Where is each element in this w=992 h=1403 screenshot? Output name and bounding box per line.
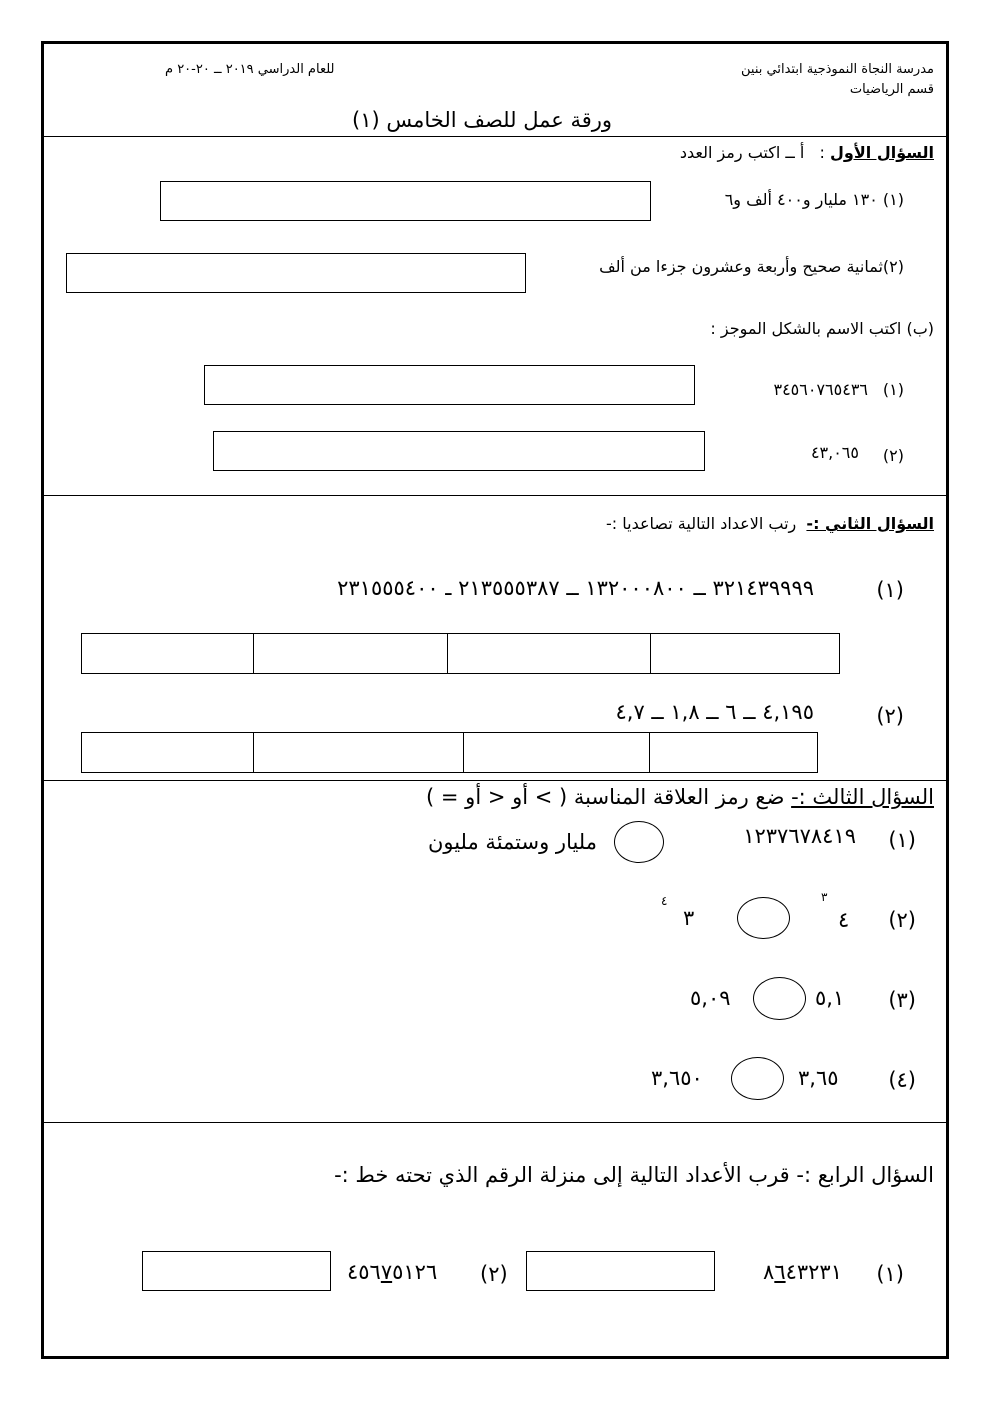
q3-instruction: ضع رمز العلاقة المناسبة ( > أو < أو = ) [426,785,785,809]
answer-cell[interactable] [82,634,253,673]
q1-separator: : [819,143,825,162]
q3-item-2-right: ٣ [683,906,695,930]
q3-item-2-right-exponent: ٤ [661,894,668,908]
q4-item-2-part-a: ٤٥٦ [347,1260,381,1284]
answer-cell[interactable] [463,733,649,772]
q1a-item-1: (١) ١٣٠ مليار و٤٠٠ ألف و٦ [724,190,904,209]
q1b-answer-box-2[interactable] [213,431,705,471]
q2-title [606,514,934,533]
q4-item-1-part-b: ٤٣٢٣١ [785,1260,842,1284]
answer-cell[interactable] [447,634,650,673]
q3-item-1-right: مليار وستمئة مليون [427,830,597,854]
q2-item-1-number: (١) [876,578,904,602]
q4-heading: السؤال الرابع :- [796,1163,934,1187]
divider [41,1122,949,1123]
q3-item-1-number: (١) [888,828,916,852]
school-year: للعام الدراسي ٢٠١٩ ــ ٢٠-٢٠ م [165,62,335,77]
q4-item-2-part-b: ٥١٢٦ [392,1260,438,1284]
department-name: قسم الرياضيات [849,82,934,97]
q3-item-4-left: ٣,٦٥ [798,1066,839,1090]
q3-item-1-left: ١٢٣٧٦٧٨٤١٩ [743,824,856,848]
q3-item-2-number: (٢) [888,908,916,932]
q4-item-2-value [347,1260,437,1284]
q4-instruction: قرب الأعداد التالية إلى منزلة الرقم الذي تحته خط :- [334,1163,790,1187]
answer-cell[interactable] [82,733,253,772]
q3-item-2-left: ٤ [838,908,850,932]
q3-relation-circle-1[interactable] [614,821,664,863]
q3-relation-circle-3[interactable] [753,977,806,1020]
q1-part-b: (ب) اكتب الاسم بالشكل الموجز : [710,319,934,338]
answer-cell[interactable] [650,634,839,673]
q3-title [426,785,934,809]
q4-answer-box-1[interactable] [526,1251,715,1291]
q1-part-a: أ ــ اكتب رمز العدد [679,143,805,162]
q2-instruction: رتب الاعداد التالية تصاعديا :- [605,514,797,533]
q3-item-3-number: (٣) [888,988,916,1012]
q4-title [334,1163,934,1187]
q2-heading: السؤال الثاني :- [806,514,934,533]
q1-title [680,143,934,162]
q3-relation-circle-4[interactable] [731,1057,784,1100]
q2-answer-row-2 [81,732,818,773]
school-name: مدرسة النجاة النموذجية ابتدائي بنين [741,62,934,77]
q4-item-1-value [763,1260,842,1284]
q3-item-3-right: ٥,٠٩ [690,986,731,1010]
q2-item-1-numbers: ٣٢١٤٣٩٩٩٩ ــ ١٣٢٠٠٠٨٠٠ ــ ٢١٣٥٥٥٣٨٧ ـ ٢٣١٥٥٥٤٠٠ [337,576,814,600]
q4-item-1-part-a: ٨ [763,1260,775,1284]
q1a-item-2: (٢)ثمانية صحيح وأربعة وعشرون جزءا من ألف [599,257,904,276]
q4-item-2-number: (٢) [480,1262,508,1286]
divider [41,136,949,137]
q1b-item-2-number: (٢) [882,446,904,465]
divider [41,495,949,496]
answer-cell[interactable] [253,733,463,772]
page-title: ورقة عمل للصف الخامس (١) [352,108,613,132]
q3-item-2-left-exponent: ٣ [821,890,828,904]
q4-item-2-underlined-digit: ٧ [380,1260,393,1284]
q1a-answer-box-2[interactable] [66,253,526,293]
q1b-item-1-value: ٣٤٥٦٠٧٦٥٤٣٦ [773,380,868,399]
q3-item-4-number: (٤) [888,1068,916,1092]
q2-answer-row-1 [81,633,840,674]
q2-item-2-numbers: ٤,١٩٥ ــ ٦ ــ ١,٨ ــ ٤,٧ [615,700,814,724]
q2-item-2-number: (٢) [876,704,904,728]
q3-item-4-right: ٣,٦٥٠ [651,1066,703,1090]
q1-heading: السؤال الأول [830,143,934,162]
q3-item-3-left: ٥,١ [815,986,845,1010]
q4-item-1-number: (١) [876,1262,904,1286]
q4-item-1-underlined-digit: ٦ [774,1260,786,1284]
answer-cell[interactable] [649,733,817,772]
q4-answer-box-2[interactable] [142,1251,331,1291]
q1b-item-2-value: ٤٣,٠٦٥ [810,443,859,462]
q1b-item-1-number: (١) [882,380,904,399]
q1b-answer-box-1[interactable] [204,365,695,405]
q3-relation-circle-2[interactable] [737,897,790,939]
q1a-answer-box-1[interactable] [160,181,651,221]
divider [41,780,949,781]
answer-cell[interactable] [253,634,447,673]
q3-heading: السؤال الثالث :- [791,785,934,809]
